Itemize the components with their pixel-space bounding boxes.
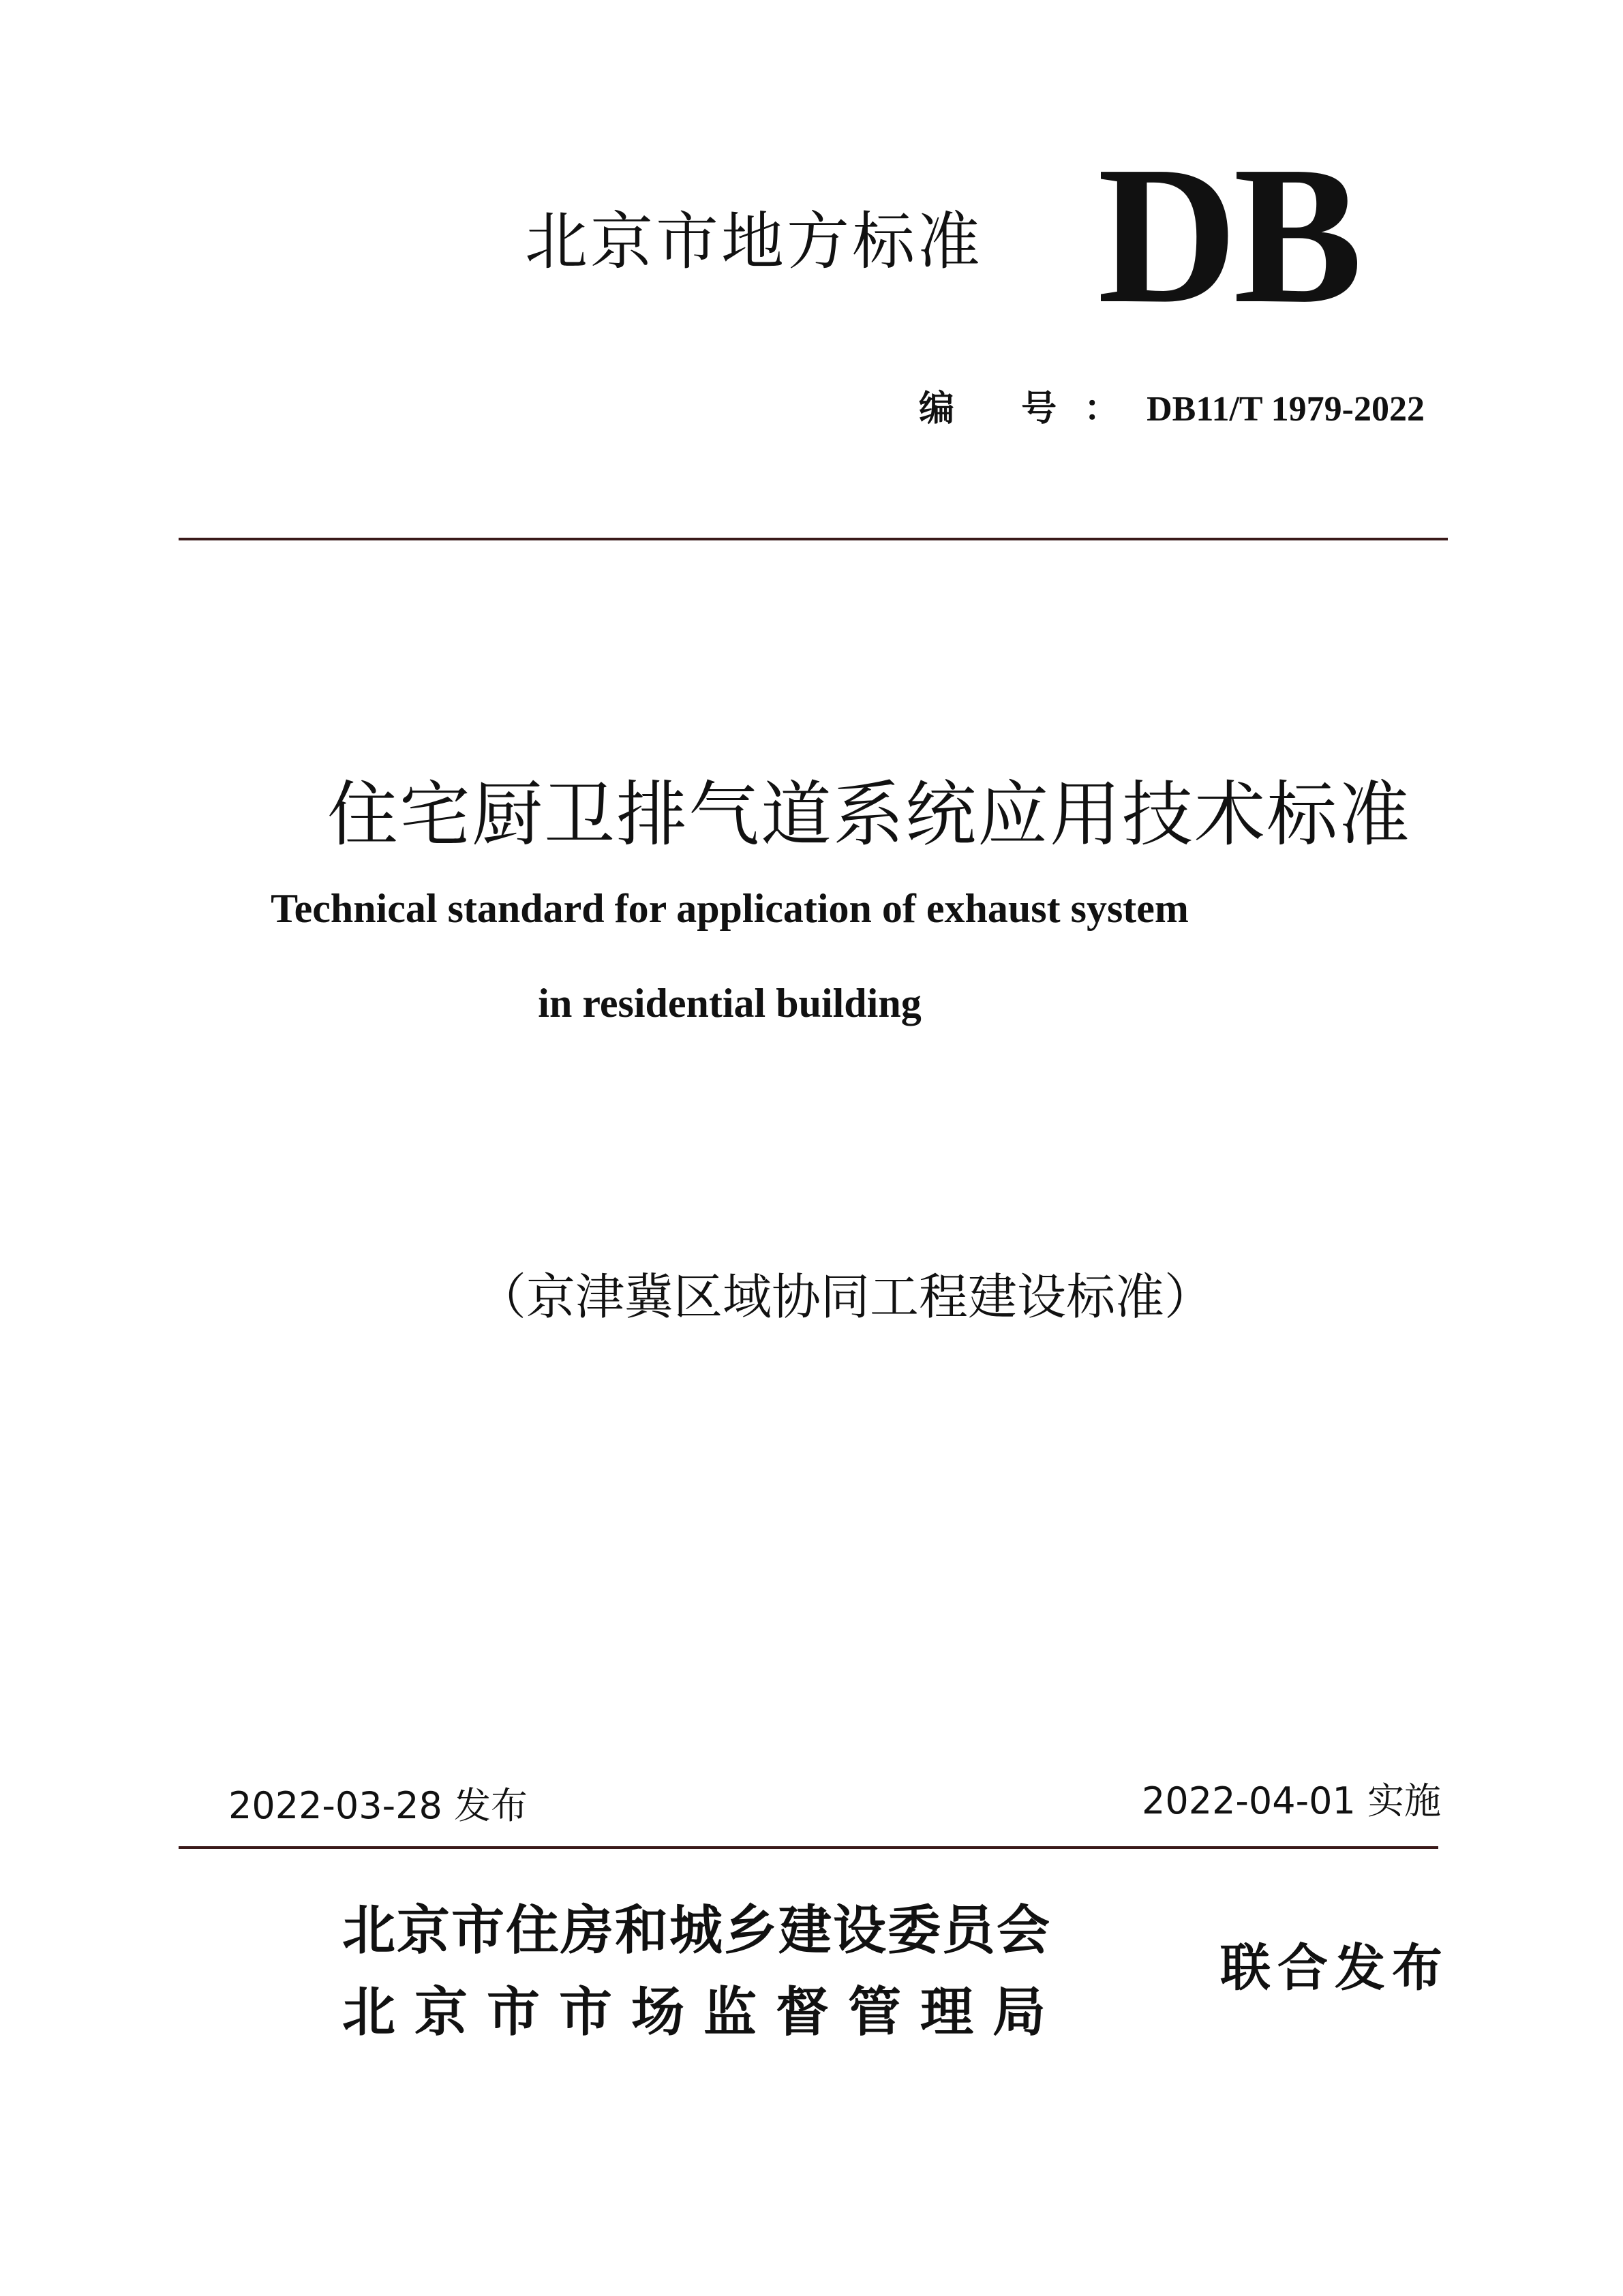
issue-date: 2022-03-28 发布 xyxy=(228,1784,528,1827)
title-chinese: 住宅厨卫排气道系统应用技术标准 xyxy=(327,773,1412,856)
standard-number-label: 编 号： xyxy=(919,388,1147,429)
standard-type: 北京市地方标准 xyxy=(525,205,984,278)
bottom-divider xyxy=(179,1846,1438,1849)
issuer-housing-commission: 北京市住房和城乡建设委员会 xyxy=(342,1900,1052,1961)
effective-date: 2022-04-01 实施 xyxy=(1142,1779,1441,1822)
issuer-market-regulation: 北京市市场监督管理局 xyxy=(342,1982,1065,2043)
title-english-line1: Technical standard for application of exhaust system xyxy=(271,886,1189,931)
standard-number-value: DB11/T 1979-2022 xyxy=(1147,390,1425,429)
top-divider xyxy=(179,538,1448,540)
title-english-line2: in residential building xyxy=(538,981,922,1026)
subtitle: （京津冀区域协同工程建设标准） xyxy=(477,1268,1214,1326)
db-logo: DB xyxy=(1097,125,1359,344)
standard-number xyxy=(919,387,1425,431)
joint-release-label: 联合发布 xyxy=(1220,1939,1449,1997)
